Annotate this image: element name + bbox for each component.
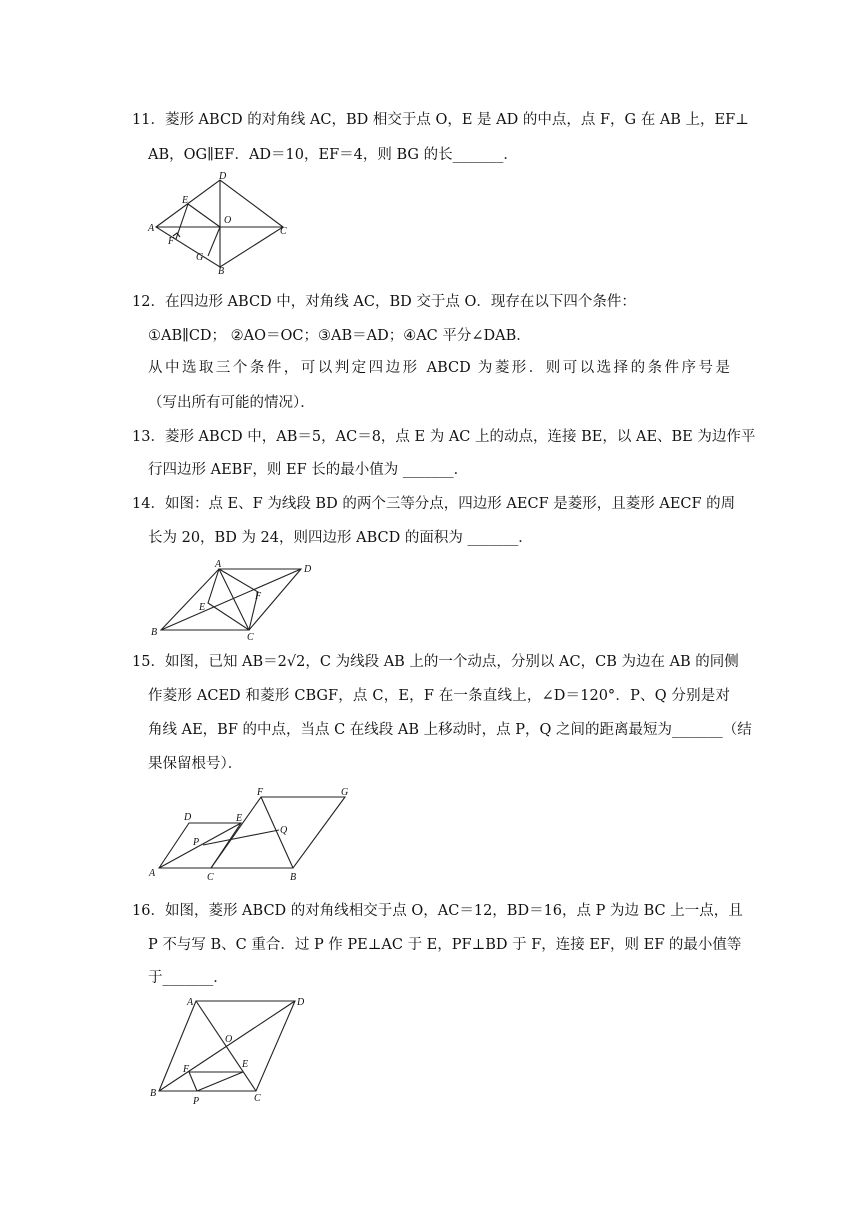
label-a: A <box>149 868 156 879</box>
label-d: D <box>304 564 312 575</box>
label-e: E <box>236 813 243 824</box>
problem-12-line-4: （写出所有可能的情况）． <box>148 395 315 411</box>
problem-16-line-1: 16．如图，菱形 ABCD 的对角线相交于点 O，AC＝12，BD＝16，点 P 为边 BC 上一点，且 <box>132 903 743 919</box>
problem-11-line-2: AB，OG∥EF．AD＝10，EF＝4，则 BG 的长_______． <box>148 147 518 163</box>
label-e: E <box>182 195 189 206</box>
label-b: B <box>150 1088 157 1099</box>
problem-13-line-1: 13．菱形 ABCD 中，AB＝5，AC＝8，点 E 为 AC 上的动点，连接 BE，以 AE、BE 为边作平 <box>132 429 756 445</box>
label-b: B <box>218 266 225 277</box>
problem-16-line-2: P 不与写 B、C 重合．过 P 作 PE⊥AC 于 E，PF⊥BD 于 F，连接 EF，则 EF 的最小值等 <box>148 937 742 953</box>
label-d: D <box>219 172 227 182</box>
label-d: D <box>297 997 305 1008</box>
figure-rhombus-abcd-16 <box>145 992 315 1107</box>
figure-rhombus-abcd-11 <box>140 172 300 277</box>
problem-12-line-1: 12．在四边形 ABCD 中，对角线 AC，BD 交于点 O．现存在以下四个条件： <box>132 294 636 310</box>
label-d: D <box>184 812 192 823</box>
problem-14-line-1: 14．如图：点 E、F 为线段 BD 的两个三等分点，四边形 AECF 是菱形，且菱形 AECF 的周 <box>132 496 736 512</box>
problem-15-line-1: 15．如图，已知 AB＝2√2，C 为线段 AB 上的一个动点，分别以 AC，CB 为边在 AB 的同侧 <box>132 654 739 670</box>
label-o: O <box>224 215 232 226</box>
problem-13-line-2: 行四边形 AEBF，则 EF 长的最小值为 _______． <box>148 462 469 478</box>
label-a: A <box>187 997 194 1008</box>
problem-15-line-2: 作菱形 ACED 和菱形 CBGF，点 C，E，F 在一条直线上，∠D＝120°．P、Q 分别是对 <box>148 688 730 704</box>
label-f: F <box>168 236 175 247</box>
problem-16-line-3: 于_______． <box>148 970 228 986</box>
label-g: G <box>196 252 204 263</box>
figure-abcd-aecf-14 <box>145 555 325 645</box>
label-c: C <box>254 1093 261 1104</box>
problem-11-line-1: 11．菱形 ABCD 的对角线 AC，BD 相交于点 O，E 是 AD 的中点，点 F，G 在 AB 上，EF⊥ <box>132 112 749 128</box>
label-p: P <box>193 1096 200 1107</box>
label-e: E <box>199 602 206 613</box>
problem-14-line-2: 长为 20，BD 为 24，则四边形 ABCD 的面积为 _______． <box>148 530 533 546</box>
problem-15-line-4: 果保留根号）． <box>148 756 243 772</box>
label-p: P <box>193 837 200 848</box>
problem-12-line-2: ①AB∥CD； ②AO＝OC；③AB＝AD；④AC 平分∠DAB． <box>148 328 531 344</box>
label-g: G <box>341 787 349 798</box>
label-f: F <box>255 591 262 602</box>
label-q: Q <box>280 825 288 836</box>
problem-15-line-3: 角线 AE，BF 的中点，当点 C 在线段 AB 上移动时，点 P，Q 之间的距离最短为_______（结 <box>148 722 752 738</box>
label-f: F <box>183 1064 190 1075</box>
label-b: B <box>151 627 158 638</box>
label-c: C <box>247 632 254 643</box>
label-e: E <box>242 1059 249 1070</box>
label-b: B <box>290 872 297 883</box>
figure-two-rhombi-15 <box>145 785 355 885</box>
label-o: O <box>225 1034 233 1045</box>
label-c: C <box>207 872 214 883</box>
label-c: C <box>280 226 287 237</box>
problem-12-line-3: 从中选取三个条件，可以判定四边形 ABCD 为菱形．则可以选择的条件序号是 <box>148 360 730 376</box>
label-a: A <box>148 223 155 234</box>
label-a: A <box>215 559 222 570</box>
label-f: F <box>257 787 264 798</box>
